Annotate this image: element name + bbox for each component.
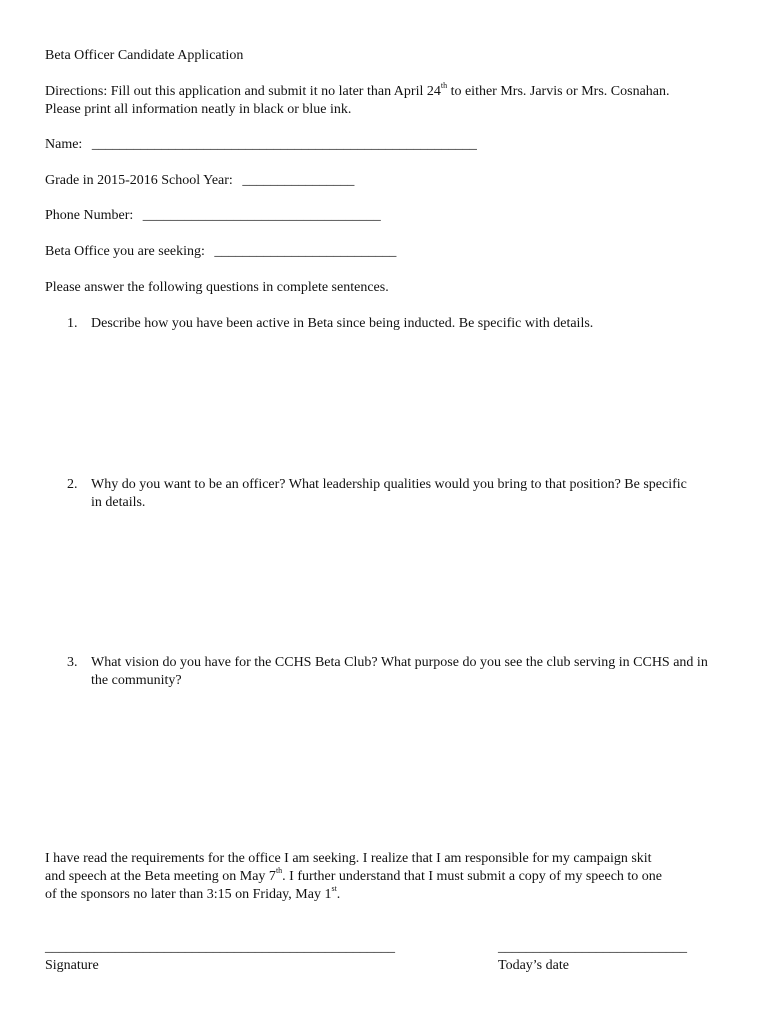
agreement-line-3-a: of the sponsors no later than 3:15 on Friday, May 1	[45, 887, 332, 902]
date-label: Today’s date	[498, 958, 569, 973]
question-2-answer-area[interactable]	[91, 518, 731, 648]
signature-label: Signature	[45, 958, 99, 973]
date-blank[interactable]: ___________________________	[498, 940, 687, 955]
grade-label: Grade in 2015-2016 School Year:	[45, 173, 233, 188]
name-blank[interactable]: _______________________________________________________	[91, 137, 477, 152]
agreement-line-1: I have read the requirements for the office I am seeking. I realize that I am responsible for my campaign skit	[45, 851, 652, 866]
document-title: Beta Officer Candidate Application	[45, 48, 244, 63]
question-3-number: 3.	[67, 655, 78, 670]
agreement-superscript-th: th	[275, 866, 283, 876]
question-2-number: 2.	[67, 477, 78, 492]
directions-text-b: to either Mrs. Jarvis or Mrs. Cosnahan.	[447, 84, 670, 99]
phone-label: Phone Number:	[45, 208, 134, 223]
agreement-line-2	[45, 868, 662, 886]
question-1-answer-area[interactable]	[91, 340, 731, 470]
agreement-line-2-a: and speech at the Beta meeting on May 7	[45, 869, 276, 884]
directions-line-2: Please print all information neatly in black or blue ink.	[45, 102, 352, 117]
office-label: Beta Office you are seeking:	[45, 244, 205, 259]
signature-blank[interactable]: __________________________________________________	[45, 940, 395, 955]
office-field[interactable]	[45, 243, 396, 261]
question-1-number: 1.	[67, 316, 78, 331]
directions-line-1	[45, 83, 670, 101]
question-2-text: Why do you want to be an officer? What leadership qualities would you bring to that position? Be specific in details.	[91, 477, 687, 510]
directions-superscript: th	[440, 81, 448, 91]
grade-field[interactable]	[45, 172, 354, 190]
agreement-superscript-st: st	[331, 884, 337, 894]
phone-field[interactable]	[45, 207, 381, 225]
name-label: Name:	[45, 137, 83, 152]
question-3-answer-area[interactable]	[91, 696, 731, 836]
phone-blank[interactable]: __________________________________	[142, 208, 381, 223]
agreement-line-2-b: . I further understand that I must submit a copy of my speech to one	[282, 869, 663, 884]
directions-text-a: Directions: Fill out this application and submit it no later than April 24	[45, 84, 441, 99]
name-field[interactable]	[45, 136, 477, 154]
office-blank[interactable]: __________________________	[214, 244, 397, 259]
questions-intro: Please answer the following questions in complete sentences.	[45, 280, 389, 295]
agreement-line-3	[45, 886, 340, 904]
question-3-text: What vision do you have for the CCHS Beta Club? What purpose do you see the club serving in CCHS and in the community?	[91, 655, 708, 688]
agreement-line-3-b: .	[336, 887, 341, 902]
grade-blank[interactable]: ________________	[242, 173, 355, 188]
question-1-text: Describe how you have been active in Beta since being inducted. Be specific with details.	[91, 316, 594, 331]
